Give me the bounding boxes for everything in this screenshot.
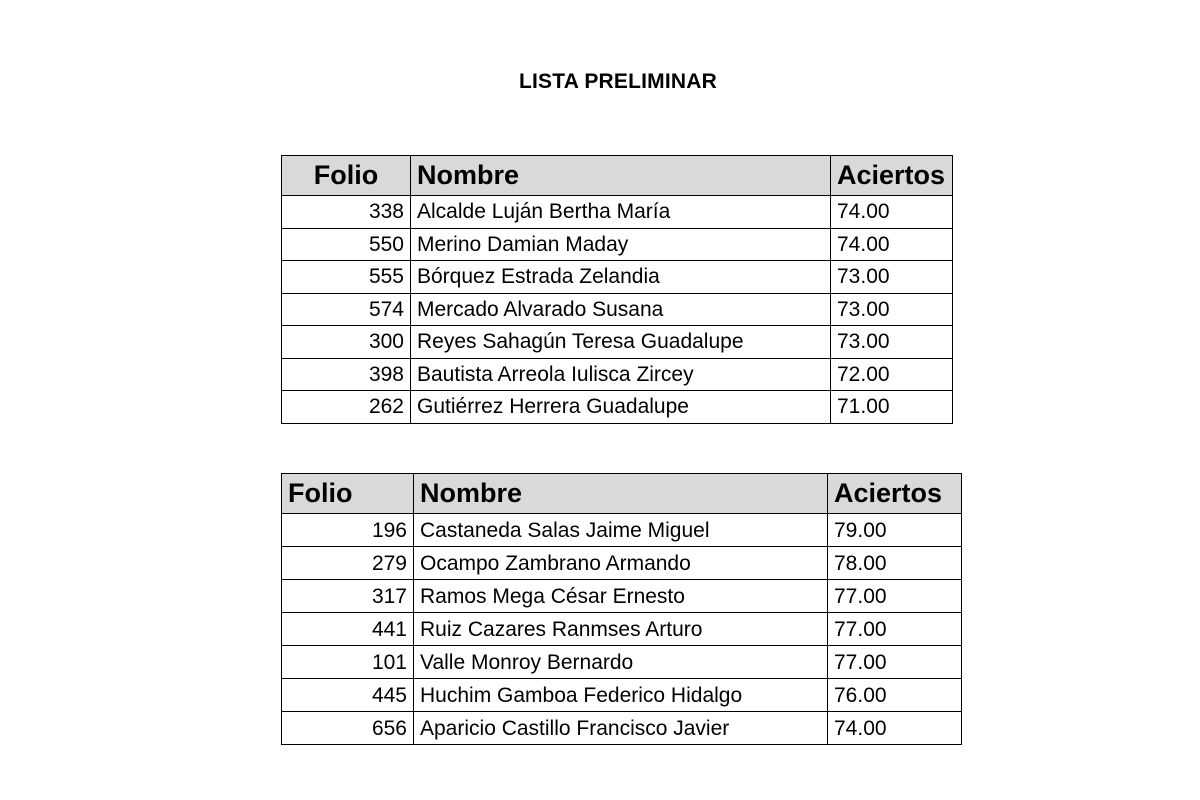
folio-cell: 441: [282, 613, 414, 646]
table-row: [282, 646, 962, 679]
table-row: [282, 261, 953, 294]
table-row: [282, 358, 953, 391]
nombre-cell: Gutiérrez Herrera Guadalupe: [411, 391, 831, 424]
folio-cell: 398: [282, 358, 411, 391]
folio-cell: 279: [282, 547, 414, 580]
nombre-cell: Reyes Sahagún Teresa Guadalupe: [411, 326, 831, 359]
aciertos-cell: 79.00: [828, 514, 962, 547]
nombre-cell: Ruiz Cazares Ranmses Arturo: [414, 613, 828, 646]
folio-cell: 656: [282, 712, 414, 745]
table-row: [282, 613, 962, 646]
aciertos-cell: 76.00: [828, 679, 962, 712]
folio-cell: 196: [282, 514, 414, 547]
nombre-cell: Mercado Alvarado Susana: [411, 293, 831, 326]
aciertos-cell: 73.00: [831, 326, 953, 359]
aciertos-cell: 77.00: [828, 646, 962, 679]
aciertos-header: Aciertos: [831, 156, 953, 196]
table-row: [282, 580, 962, 613]
table-row: [282, 326, 953, 359]
aciertos-cell: 78.00: [828, 547, 962, 580]
folio-cell: 550: [282, 228, 411, 261]
folio-cell: 300: [282, 326, 411, 359]
nombre-cell: Aparicio Castillo Francisco Javier: [414, 712, 828, 745]
results-table-1: [281, 155, 953, 424]
aciertos-header: Aciertos: [828, 474, 962, 514]
nombre-cell: Ocampo Zambrano Armando: [414, 547, 828, 580]
folio-header: Folio: [282, 474, 414, 514]
aciertos-cell: 72.00: [831, 358, 953, 391]
folio-cell: 101: [282, 646, 414, 679]
aciertos-cell: 73.00: [831, 261, 953, 294]
nombre-cell: Alcalde Luján Bertha María: [411, 196, 831, 229]
nombre-cell: Ramos Mega César Ernesto: [414, 580, 828, 613]
aciertos-cell: 77.00: [828, 580, 962, 613]
table-row: [282, 547, 962, 580]
folio-cell: 555: [282, 261, 411, 294]
aciertos-cell: 74.00: [828, 712, 962, 745]
nombre-cell: Castaneda Salas Jaime Miguel: [414, 514, 828, 547]
folio-cell: 574: [282, 293, 411, 326]
aciertos-cell: 73.00: [831, 293, 953, 326]
folio-cell: 445: [282, 679, 414, 712]
aciertos-cell: 74.00: [831, 196, 953, 229]
folio-cell: 317: [282, 580, 414, 613]
aciertos-cell: 74.00: [831, 228, 953, 261]
table-row: [282, 712, 962, 745]
nombre-cell: Bautista Arreola Iulisca Zircey: [411, 358, 831, 391]
table-header-row: [282, 156, 953, 196]
nombre-cell: Bórquez Estrada Zelandia: [411, 261, 831, 294]
nombre-cell: Huchim Gamboa Federico Hidalgo: [414, 679, 828, 712]
table-row: [282, 391, 953, 424]
nombre-cell: Valle Monroy Bernardo: [414, 646, 828, 679]
nombre-header: Nombre: [414, 474, 828, 514]
folio-cell: 338: [282, 196, 411, 229]
nombre-header: Nombre: [411, 156, 831, 196]
table-row: [282, 196, 953, 229]
page-title: LISTA PRELIMINAR: [518, 70, 718, 93]
table-row: [282, 514, 962, 547]
aciertos-cell: 77.00: [828, 613, 962, 646]
nombre-cell: Merino Damian Maday: [411, 228, 831, 261]
table-row: [282, 293, 953, 326]
folio-header: Folio: [282, 156, 411, 196]
table-row: [282, 679, 962, 712]
results-table-2: [281, 473, 962, 745]
table-header-row: [282, 474, 962, 514]
table-row: [282, 228, 953, 261]
folio-cell: 262: [282, 391, 411, 424]
aciertos-cell: 71.00: [831, 391, 953, 424]
